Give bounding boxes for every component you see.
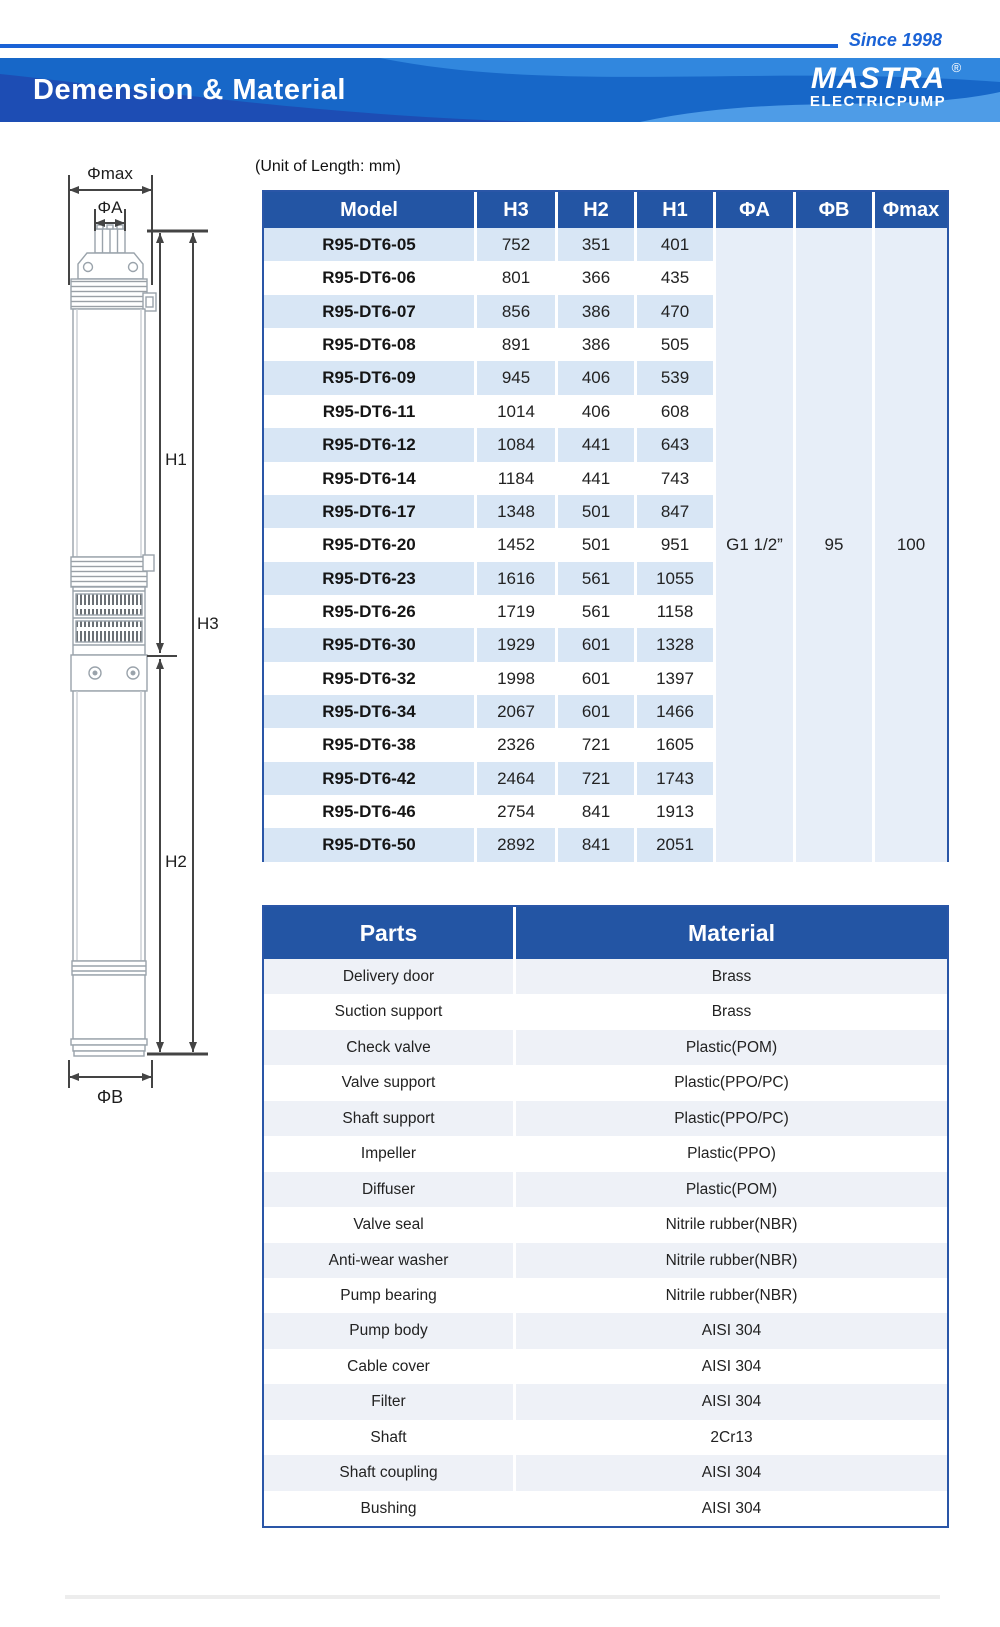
footer-divider-line — [65, 1595, 940, 1599]
h3-cell: 2326 — [477, 728, 558, 761]
table-row — [264, 628, 716, 661]
h1-cell: 743 — [637, 462, 716, 495]
table-row — [264, 1207, 947, 1242]
h3-cell: 1616 — [477, 562, 558, 595]
part-cell: Cable cover — [264, 1349, 516, 1384]
brand-logo — [788, 60, 968, 110]
label-phi-a: ΦA — [97, 198, 123, 217]
model-cell: R95-DT6-09 — [264, 361, 477, 394]
part-cell: Pump body — [264, 1313, 516, 1348]
material-cell: Plastic(PPO) — [687, 1145, 776, 1163]
label-h1: H1 — [165, 450, 187, 469]
h1-cell: 608 — [637, 395, 716, 428]
part-cell: Check valve — [264, 1030, 516, 1065]
part-cell: Filter — [264, 1384, 516, 1419]
h1-cell: 643 — [637, 428, 716, 461]
material-cell: AISI 304 — [701, 1464, 762, 1482]
h1-cell: 1397 — [637, 662, 716, 695]
table-row — [264, 1384, 947, 1419]
table-row — [264, 295, 716, 328]
table-row — [264, 795, 716, 828]
label-h2: H2 — [165, 852, 187, 871]
table-row — [264, 728, 716, 761]
label-phi-max: Φmax — [87, 164, 133, 183]
registered-trademark-icon: ® — [951, 60, 962, 75]
table-row — [264, 595, 716, 628]
h1-cell: 1158 — [637, 595, 716, 628]
material-cell: Brass — [711, 1003, 752, 1021]
table-row — [264, 994, 947, 1029]
dimension-table-header — [264, 192, 947, 228]
label-h3: H3 — [197, 614, 219, 633]
model-cell: R95-DT6-12 — [264, 428, 477, 461]
table-row — [264, 395, 716, 428]
table-row — [264, 562, 716, 595]
h2-cell: 501 — [558, 528, 637, 561]
model-cell: R95-DT6-50 — [264, 828, 477, 861]
table-row — [264, 361, 716, 394]
h3-cell: 1348 — [477, 495, 558, 528]
top-divider-line — [0, 44, 838, 48]
model-cell: R95-DT6-38 — [264, 728, 477, 761]
h2-cell: 406 — [558, 361, 637, 394]
h3-cell: 1184 — [477, 462, 558, 495]
h2-cell: 386 — [558, 328, 637, 361]
h2-cell: 561 — [558, 595, 637, 628]
since-text: Since 1998 — [848, 30, 942, 50]
column-header-parts: Parts — [264, 907, 516, 959]
logo-subtitle: ELECTRICPUMP — [809, 93, 947, 110]
h2-cell: 366 — [558, 261, 637, 294]
h2-cell: 601 — [558, 695, 637, 728]
material-cell: AISI 304 — [701, 1357, 762, 1375]
table-row — [264, 695, 716, 728]
h2-cell: 441 — [558, 462, 637, 495]
h3-cell: 1452 — [477, 528, 558, 561]
h2-cell: 386 — [558, 295, 637, 328]
h2-cell: 501 — [558, 495, 637, 528]
model-cell: R95-DT6-42 — [264, 762, 477, 795]
model-cell: R95-DT6-17 — [264, 495, 477, 528]
table-row — [264, 228, 716, 261]
model-cell: R95-DT6-06 — [264, 261, 477, 294]
h1-cell: 1913 — [637, 795, 716, 828]
h1-cell: 2051 — [637, 828, 716, 861]
h1-cell: 1466 — [637, 695, 716, 728]
table-row — [264, 528, 716, 561]
h2-cell: 601 — [558, 662, 637, 695]
table-row — [264, 1313, 947, 1348]
h1-cell: 435 — [637, 261, 716, 294]
table-row — [264, 462, 716, 495]
table-row — [264, 1030, 947, 1065]
h3-cell: 2892 — [477, 828, 558, 861]
column-header-phi-a: ΦA — [716, 192, 796, 228]
table-row — [264, 495, 716, 528]
material-cell: Nitrile rubber(NBR) — [665, 1216, 798, 1234]
h1-cell: 539 — [637, 361, 716, 394]
shared-dimension-values — [716, 228, 947, 862]
h1-cell: 470 — [637, 295, 716, 328]
model-cell: R95-DT6-23 — [264, 562, 477, 595]
h3-cell: 752 — [477, 228, 558, 261]
table-row — [264, 1349, 947, 1384]
table-row — [264, 1491, 947, 1526]
model-cell: R95-DT6-46 — [264, 795, 477, 828]
h3-cell: 891 — [477, 328, 558, 361]
h2-cell: 351 — [558, 228, 637, 261]
h2-cell: 561 — [558, 562, 637, 595]
model-cell: R95-DT6-07 — [264, 295, 477, 328]
column-header-h3: H3 — [477, 192, 558, 228]
model-cell: R95-DT6-26 — [264, 595, 477, 628]
material-cell: Brass — [711, 968, 752, 985]
table-row — [264, 428, 716, 461]
material-cell: Plastic(POM) — [685, 1180, 778, 1198]
h3-cell: 1998 — [477, 662, 558, 695]
table-row — [264, 1420, 947, 1455]
shared-phi-b-value: 95 — [796, 228, 875, 862]
pump-diagram — [55, 145, 240, 1115]
parts-table-header — [264, 907, 947, 959]
h2-cell: 841 — [558, 795, 637, 828]
h3-cell: 1719 — [477, 595, 558, 628]
part-cell: Shaft support — [264, 1101, 516, 1136]
table-row — [264, 762, 716, 795]
material-cell: Nitrile rubber(NBR) — [665, 1251, 798, 1269]
table-row — [264, 1278, 947, 1313]
h3-cell: 1929 — [477, 628, 558, 661]
part-cell: Anti-wear washer — [264, 1243, 516, 1278]
parts-table-body-rows — [264, 959, 947, 1526]
part-cell: Valve seal — [264, 1207, 516, 1242]
table-row — [264, 959, 947, 994]
part-cell: Impeller — [264, 1136, 516, 1171]
h2-cell: 441 — [558, 428, 637, 461]
h3-cell: 945 — [477, 361, 558, 394]
h3-cell: 2464 — [477, 762, 558, 795]
model-cell: R95-DT6-34 — [264, 695, 477, 728]
part-cell: Delivery door — [264, 959, 516, 994]
table-row — [264, 328, 716, 361]
header-banner — [0, 58, 1000, 122]
material-cell: 2Cr13 — [710, 1428, 753, 1446]
h2-cell: 601 — [558, 628, 637, 661]
h1-cell: 505 — [637, 328, 716, 361]
table-row — [264, 662, 716, 695]
h2-cell: 841 — [558, 828, 637, 861]
material-cell: AISI 304 — [701, 1393, 762, 1411]
h3-cell: 1014 — [477, 395, 558, 428]
material-cell: Nitrile rubber(NBR) — [665, 1286, 798, 1304]
h2-cell: 721 — [558, 728, 637, 761]
material-cell: AISI 304 — [701, 1499, 762, 1517]
table-row — [264, 1136, 947, 1171]
h1-cell: 847 — [637, 495, 716, 528]
part-cell: Diffuser — [264, 1172, 516, 1207]
unit-of-length-note: (Unit of Length: mm) — [255, 158, 401, 175]
column-header-phi-b: ΦB — [796, 192, 875, 228]
h3-cell: 2754 — [477, 795, 558, 828]
model-cell: R95-DT6-11 — [264, 395, 477, 428]
dimension-table — [262, 190, 949, 862]
model-cell: R95-DT6-05 — [264, 228, 477, 261]
h3-cell: 1084 — [477, 428, 558, 461]
table-row — [264, 1455, 947, 1490]
h1-cell: 401 — [637, 228, 716, 261]
column-header-model: Model — [264, 192, 477, 228]
label-phi-b: ΦB — [96, 1087, 124, 1107]
h3-cell: 2067 — [477, 695, 558, 728]
table-row — [264, 1101, 947, 1136]
h1-cell: 1605 — [637, 728, 716, 761]
table-row — [264, 1172, 947, 1207]
h1-cell: 1055 — [637, 562, 716, 595]
table-row — [264, 1065, 947, 1100]
shared-phi-max-value: 100 — [896, 535, 926, 554]
table-row — [264, 261, 716, 294]
material-cell: Plastic(PPO/PC) — [674, 1074, 789, 1092]
model-cell: R95-DT6-08 — [264, 328, 477, 361]
h2-cell: 721 — [558, 762, 637, 795]
h3-cell: 801 — [477, 261, 558, 294]
h3-cell: 856 — [477, 295, 558, 328]
column-header-phi-max: Φmax — [882, 199, 940, 221]
column-header-h1: H1 — [637, 192, 716, 228]
h2-cell: 406 — [558, 395, 637, 428]
parts-material-table — [262, 905, 949, 1528]
part-cell: Pump bearing — [264, 1278, 516, 1313]
model-cell: R95-DT6-14 — [264, 462, 477, 495]
page-title: Demension & Material — [33, 74, 346, 106]
pump-outline — [71, 225, 156, 1056]
column-header-material: Material — [688, 920, 775, 946]
table-row — [264, 1243, 947, 1278]
h1-cell: 1743 — [637, 762, 716, 795]
material-cell: AISI 304 — [701, 1322, 762, 1340]
shared-phi-a-value: G1 1/2” — [716, 228, 796, 862]
h1-cell: 1328 — [637, 628, 716, 661]
column-header-h2: H2 — [558, 192, 637, 228]
material-cell: Plastic(PPO/PC) — [674, 1109, 789, 1127]
model-cell: R95-DT6-30 — [264, 628, 477, 661]
h1-cell: 951 — [637, 528, 716, 561]
part-cell: Bushing — [264, 1491, 516, 1526]
model-cell: R95-DT6-32 — [264, 662, 477, 695]
part-cell: Valve support — [264, 1065, 516, 1100]
part-cell: Suction support — [264, 994, 516, 1029]
part-cell: Shaft — [264, 1420, 516, 1455]
table-row — [264, 828, 716, 861]
material-cell: Plastic(POM) — [685, 1038, 778, 1056]
model-cell: R95-DT6-20 — [264, 528, 477, 561]
logo-brand-text: MASTRA — [810, 62, 946, 95]
part-cell: Shaft coupling — [264, 1455, 516, 1490]
